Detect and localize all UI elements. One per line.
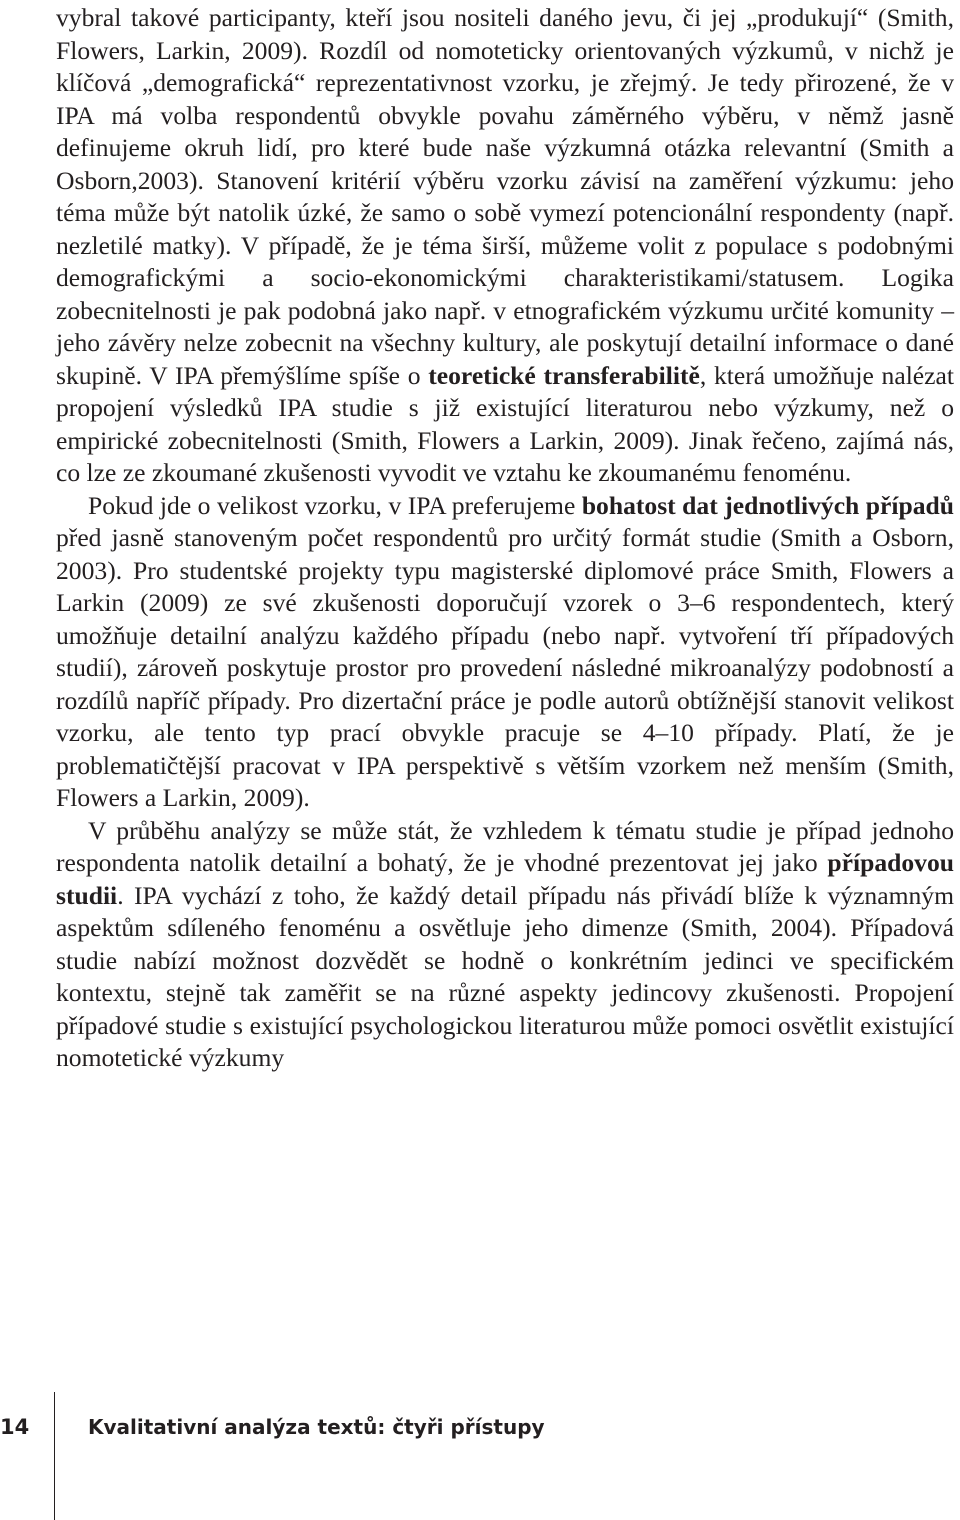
running-title: Kvalitativní analýza textů: čtyři přístupy: [88, 1415, 545, 1439]
paragraph-1-text-a: vybral takové participanty, kteří jsou nositeli daného jevu, či jej „produkují“ (Smith, Flowers, Larkin, 2009). Rozdíl od nomoteticky orientovaných výzkumů, v nichž je klíčová „demografická“ reprezentativnost vzorku, je zřejmý. Je tedy přirozené, že v IPA má volba respondentů obvykle povahu záměrného výběru, v němž jasně definujeme okruh lidí, pro které bude naše výzkumná otázka relevantní (Smith a Osborn,2003). Stanovení kritérií výběru vzorku závisí na zaměření výzkumu: jeho téma může být natolik úzké, že samo o sobě vymezí potencionální respondenty (např. nezletilé matky). V případě, že je téma širší, můžeme volit z populace s podobnými demografickými a socio-ekonomickými charakteristikami/statusem. Logika zobecnitelnosti je pak podobná jako např. v etnografickém výzkumu určité komunity – jeho závěry nelze zobecnit na všechny kultury, ale poskytují detailní informace o dané skupině. V IPA přemýšlíme spíše o: [56, 3, 954, 390]
paragraph-2-text-a: Pokud jde o velikost vzorku, v IPA preferujeme: [88, 490, 582, 520]
paragraph-1-bold-term: teoretické transferabilitě: [428, 360, 700, 390]
paragraph-3-bold-term: případovou studii: [56, 848, 954, 910]
paragraph-3: [56, 815, 954, 1075]
paragraph-1-text-c: , která umožňuje nalézat propojení výsledků IPA studie s již existující literaturou nebo výzkumy, než o empirické zobecnitelnosti (Smith, Flowers a Larkin, 2009). Jinak řečeno, zajímá nás, co lze ze zkoumané zkušenosti vyvodit ve vztahu ke zkoumanému fenoménu.: [56, 360, 954, 487]
paragraph-2-bold-term: bohatost dat jednotlivých případů: [581, 490, 954, 520]
paragraph-1: [56, 2, 954, 490]
paragraph-3-text-a: V průběhu analýzy se může stát, že vzhledem k tématu studie je případ jednoho respondenta natolik detailní a bohatý, že je vhodné prezentovat jej jako: [56, 815, 954, 877]
paragraph-2-text-c: před jasně stanoveným počet respondentů pro určitý formát studie (Smith a Osborn, 2003). Pro studentské projekty typu magisterské diplomové práce Smith, Flowers a Larkin (2009) ze své zkušenosti doporučují vzorek o 3–6 respondentech, který umožňuje detailní analýzu každého případu (nebo např. vytvoření tří případových studií), zároveň poskytuje prostor pro provedení následné mikroanalýzy podobností a rozdílů napříč případy. Pro dizertační práce je podle autorů obtížnější stanovit velikost vzorku, ale tento typ prací obvykle pracuje se 4–10 případy. Platí, že je problematičtější pracovat v IPA perspektivě s větším vzorkem než menším (Smith, Flowers a Larkin, 2009).: [56, 523, 954, 812]
paragraph-2: [56, 490, 954, 815]
footer-divider: [54, 1392, 55, 1520]
body-text: [56, 2, 954, 1075]
page-number: 14: [0, 1415, 30, 1439]
paragraph-3-text-c: . IPA vychází z toho, že každý detail případu nás přivádí blíže k významným aspektům sdíleného fenoménu a osvětluje jeho dimenze (Smith, 2004). Případová studie nabízí možnost dozvědět se hodně o konkrétním jedinci ve specifickém kontextu, stejně tak zaměřit se na různé aspekty jedincovy zkušenosti. Propojení případové studie s existující psychologickou literaturou může pomoci osvětlit existující nomotetické výzkumy: [56, 880, 954, 1072]
